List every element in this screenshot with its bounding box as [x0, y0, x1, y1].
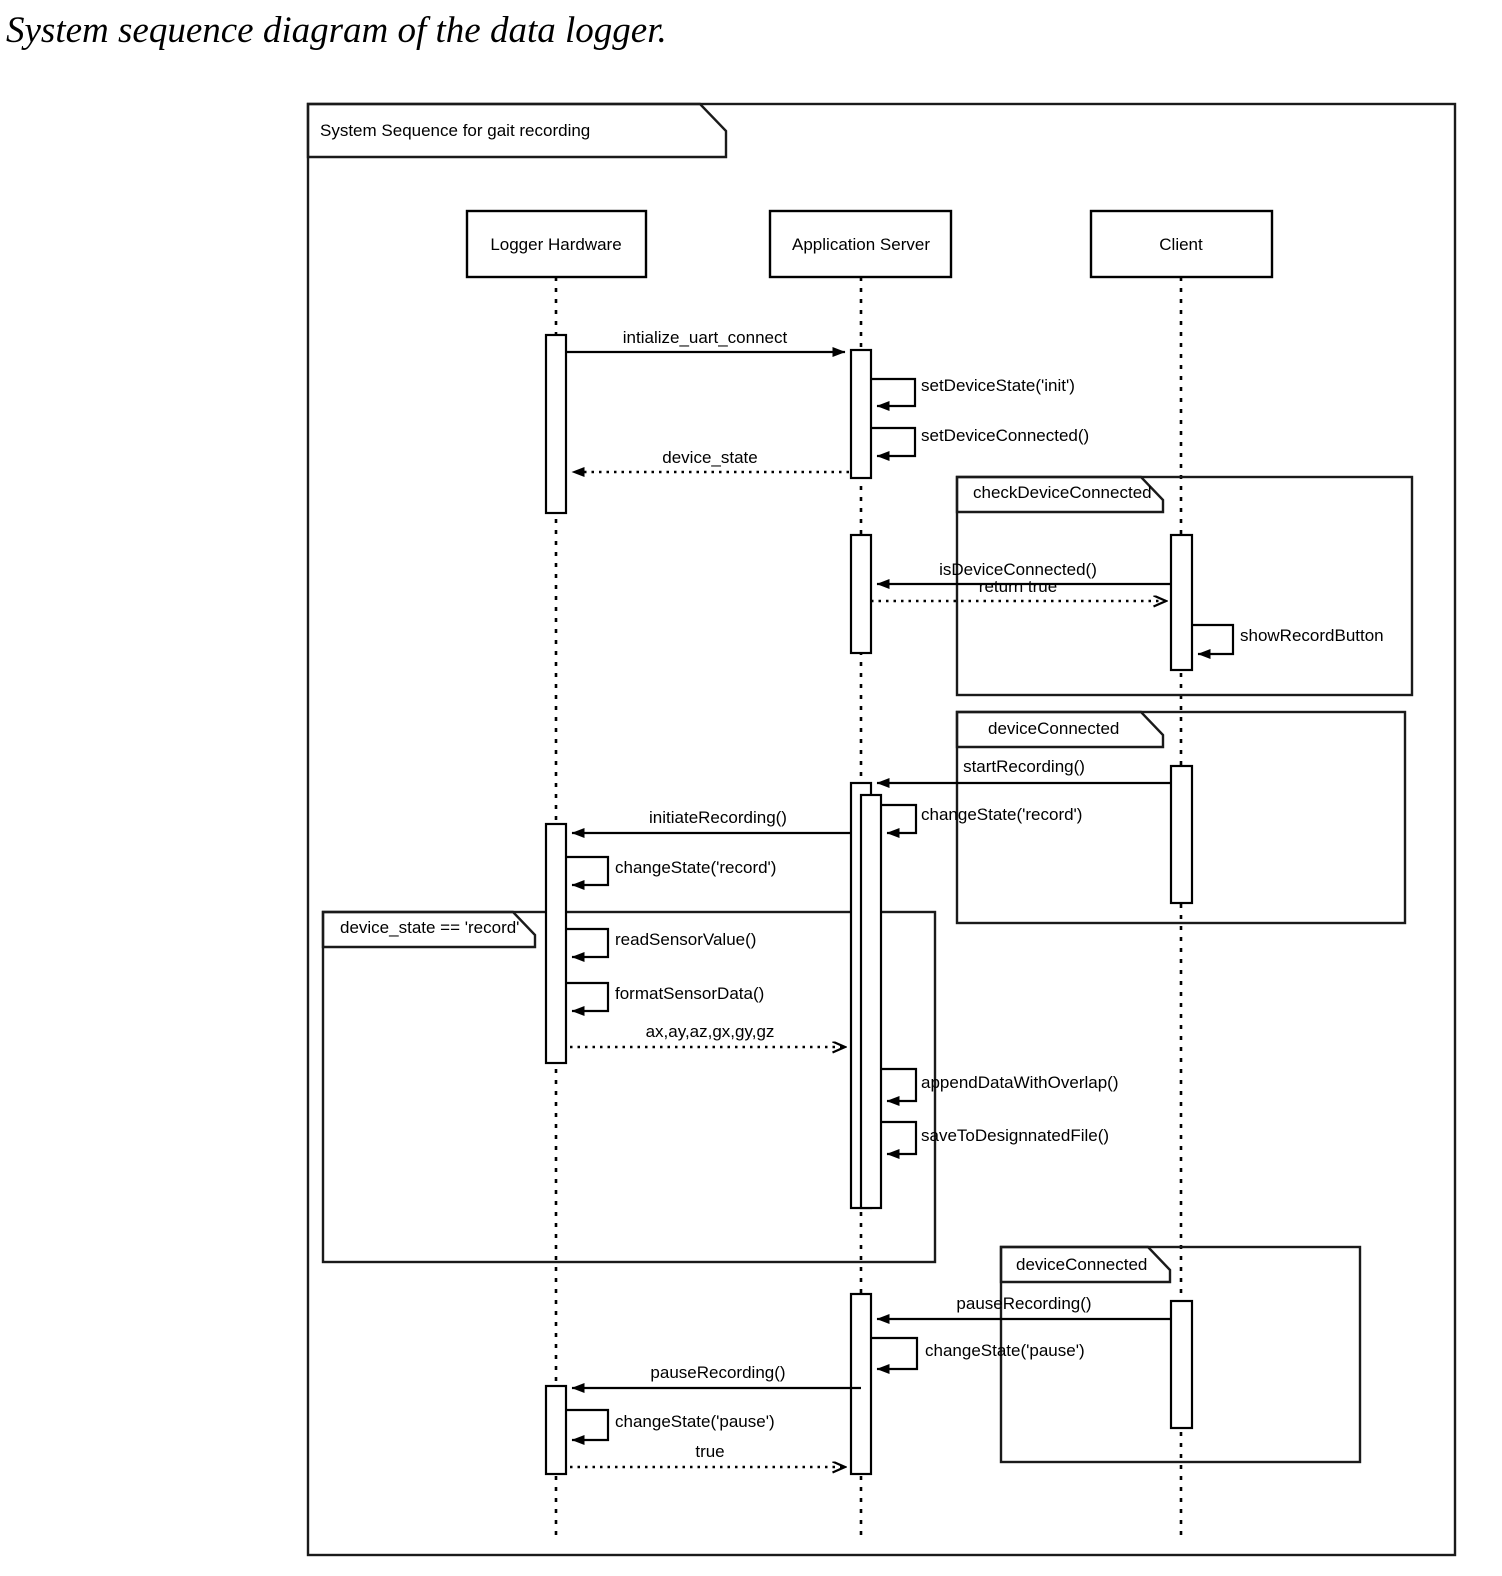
message-pause-recording-logger	[572, 1363, 861, 1388]
message-label-is-device-connected: isDeviceConnected()	[939, 560, 1097, 579]
message-label-intialize-uart-connect: intialize_uart_connect	[622, 328, 788, 347]
message-set-device-state-init	[871, 376, 1075, 406]
participant-label-logger-hardware: Logger Hardware	[490, 235, 622, 254]
message-pause-recording-client	[877, 1294, 1171, 1319]
message-label-initiate-recording: initiateRecording()	[649, 808, 787, 827]
activation-logger-2	[546, 824, 566, 1063]
fragment-label-device-state-record: device_state == 'record'	[340, 918, 520, 937]
message-true	[570, 1442, 845, 1467]
activation-logger-1	[546, 335, 566, 513]
message-label-change-state-record-logger: changeState('record')	[615, 858, 777, 877]
message-return-true	[871, 577, 1166, 601]
message-label-change-state-pause-server: changeState('pause')	[925, 1341, 1085, 1360]
message-label-start-recording: startRecording()	[963, 757, 1085, 776]
message-label-set-device-state-init: setDeviceState('init')	[921, 376, 1075, 395]
message-set-device-connected	[871, 426, 1089, 456]
message-change-state-pause-logger	[566, 1410, 775, 1440]
activation-server-3b	[861, 795, 881, 1208]
message-change-state-record-server	[881, 805, 1082, 833]
message-label-append-data-with-overlap: appendDataWithOverlap()	[921, 1073, 1119, 1092]
message-label-return-true: return true	[978, 577, 1058, 596]
message-label-change-state-record-server: changeState('record')	[921, 805, 1083, 824]
fragment-label-check-device-connected: checkDeviceConnected	[973, 483, 1152, 502]
message-show-record-button	[1192, 625, 1384, 654]
message-label-true: true	[695, 1442, 725, 1461]
message-label-save-to-designnated-file: saveToDesignnatedFile()	[921, 1126, 1110, 1145]
frame-label: System Sequence for gait recording	[320, 121, 591, 140]
message-format-sensor-data	[566, 983, 764, 1011]
participant-label-client: Client	[1159, 235, 1203, 254]
message-label-device-state: device_state	[662, 448, 758, 467]
message-label-set-device-connected: setDeviceConnected()	[921, 426, 1090, 445]
message-label-pause-recording-logger: pauseRecording()	[650, 1363, 786, 1382]
activation-bars	[546, 335, 1192, 1474]
message-label-pause-recording-client: pauseRecording()	[956, 1294, 1092, 1313]
fragment-device-state-record-loop	[323, 912, 935, 1262]
fragment-label-device-connected-start: deviceConnected	[988, 719, 1120, 738]
message-save-to-designnated-file	[881, 1122, 1109, 1154]
message-change-state-record-logger	[566, 857, 776, 885]
message-label-format-sensor-data: formatSensorData()	[615, 984, 765, 1003]
activation-server-2	[851, 535, 871, 653]
message-sensor-data-tuple	[570, 1022, 845, 1047]
activation-client-3	[1171, 1301, 1192, 1428]
activation-client-2	[1171, 766, 1192, 903]
message-label-sensor-data-tuple: ax,ay,az,gx,gy,gz	[645, 1022, 775, 1041]
message-label-read-sensor-value: readSensorValue()	[615, 930, 757, 949]
message-label-change-state-pause-logger: changeState('pause')	[615, 1412, 775, 1431]
participant-label-application-server: Application Server	[792, 235, 930, 254]
message-change-state-pause-server	[871, 1338, 1085, 1369]
figure-caption: System sequence diagram of the data logger.	[6, 10, 667, 51]
message-start-recording	[877, 757, 1171, 783]
message-initiate-recording	[572, 808, 851, 833]
message-label-show-record-button: showRecordButton	[1240, 626, 1384, 645]
activation-server-4	[851, 1294, 871, 1474]
message-device-state	[572, 448, 849, 472]
fragment-label-device-connected-pause: deviceConnected	[1016, 1255, 1148, 1274]
message-append-data-with-overlap	[881, 1069, 1118, 1101]
message-intialize-uart-connect	[566, 328, 845, 352]
message-read-sensor-value	[566, 929, 756, 957]
activation-server-1	[851, 350, 871, 478]
activation-logger-3	[546, 1386, 566, 1474]
activation-client-1	[1171, 535, 1192, 670]
